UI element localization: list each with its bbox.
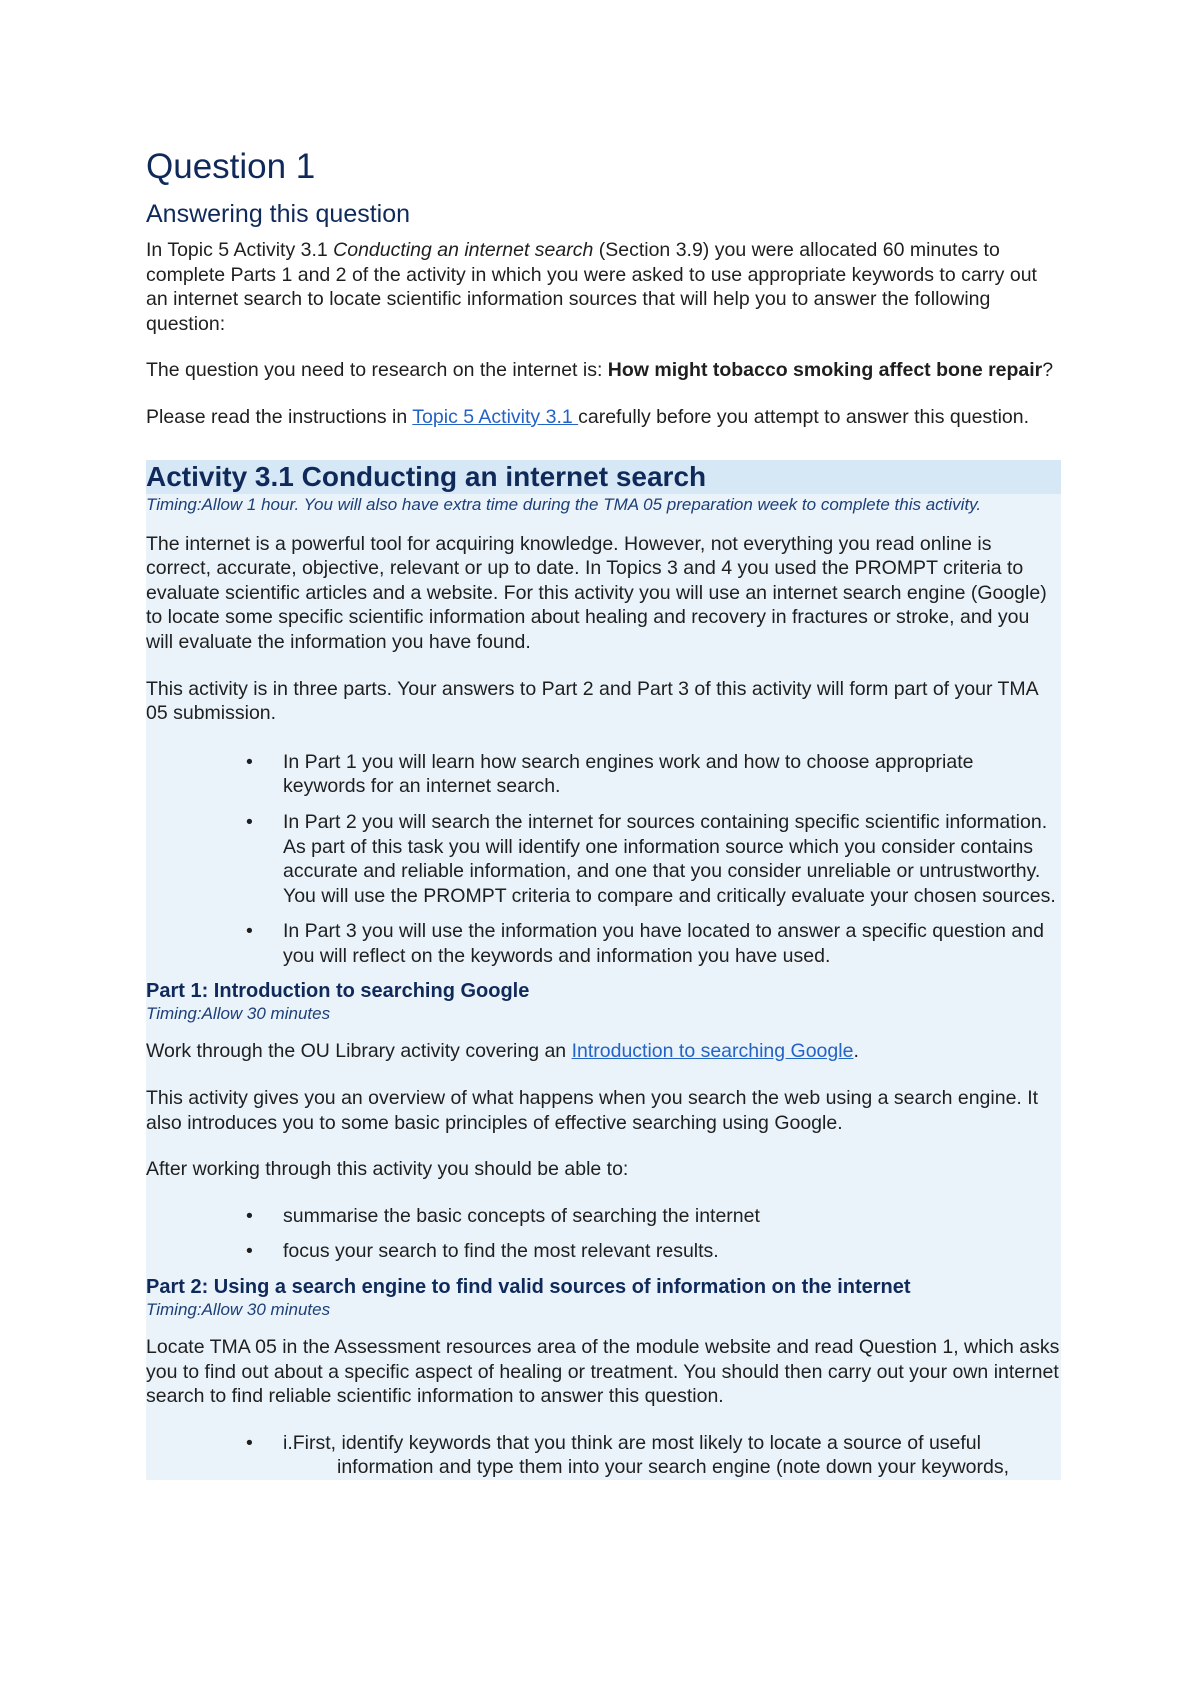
part1-paragraph: This activity gives you an overview of what happens when you search the web using a search engine. It also introduces you to some basic principles of effective searching using Google. xyxy=(146,1087,1039,1134)
part2-title: Part 2: Using a search engine to find valid sources of information on the internet xyxy=(146,1276,911,1299)
activity-paragraph-1: The internet is a powerful tool for acquiring knowledge. However, not everything you read online is correct, accurate, objective, relevant or up to date. In Topics 3 and 4 you used the PROMPT criteria to evaluate scientific articles and a website. For this activity you will use an internet search engine (Google) to locate some specific scientific information about healing and recovery in fractures or stroke, and you will evaluate the information you have found. xyxy=(146,532,1047,653)
activity-paragraph-2: This activity is in three parts. Your answers to Part 2 and Part 3 of this activity will form part of your TMA 05 submission. xyxy=(146,677,1038,725)
part2-paragraph: Locate TMA 05 in the Assessment resources area of the module website and read Question 1, which asks you to find out about a specific aspect of healing or treatment. You should then carry out your own internet search to find reliable scientific information to answer this question. xyxy=(146,1336,1060,1408)
outcomes-list xyxy=(146,1204,1061,1264)
question-subtitle: Answering this question xyxy=(146,200,411,228)
part1-after: After working through this activity you should be able to: xyxy=(146,1158,629,1181)
instructions-paragraph: Please read the instructions in Topic 5 Activity 3.1 carefully before you attempt to answer this question. xyxy=(146,405,1030,428)
part1-work-paragraph: Work through the OU Library activity covering an Introduction to searching Google. xyxy=(146,1040,859,1063)
bullet-icon: • xyxy=(246,750,253,773)
list-item: • summarise the basic concepts of searching the internet xyxy=(246,1204,760,1227)
list-item: • In Part 3 you will use the information you have located to answer a specific question and you will reflect on the keywords and information you have used. xyxy=(246,920,1044,967)
bullet-icon: • xyxy=(246,1240,253,1263)
part1-title: Part 1: Introduction to searching Google xyxy=(146,980,530,1003)
bullet-icon: • xyxy=(246,1431,253,1454)
parts-list xyxy=(146,750,1061,969)
activity-title: Activity 3.1 Conducting an internet search xyxy=(146,460,1061,494)
steps-list xyxy=(146,1431,1061,1480)
list-item: • focus your search to find the most relevant results. xyxy=(246,1240,719,1263)
list-item: • In Part 2 you will search the internet for sources containing specific scientific information. As part of this task you will identify one information source which you consider contains accurate and reliable information, and one that you consider unreliable or untrustworthy. You will use the PROMPT criteria to compare and critically evaluate your chosen sources. xyxy=(246,810,1056,907)
activity-timing: Timing:Allow 1 hour. You will also have extra time during the TMA 05 preparation week to complete this activity. xyxy=(146,494,982,514)
list-item: • i.First, identify keywords that you think are most likely to locate a source of useful information and type them into your search engine (note down your keywords, xyxy=(246,1431,1010,1479)
intro-paragraph: In Topic 5 Activity 3.1 Conducting an internet search (Section 3.9) you were allocated 60 minutes to complete Parts 1 and 2 of the activity in which you were asked to use appropriate keywords to carry out an internet search to locate scientific information sources that will help you to answer the following question: xyxy=(146,239,1037,335)
question-title: Question 1 xyxy=(146,147,316,186)
topic-activity-link[interactable]: Topic 5 Activity 3.1 xyxy=(412,405,579,428)
research-question: The question you need to research on the internet is: How might tobacco smoking affect bone repair? xyxy=(146,359,1054,382)
bullet-icon: • xyxy=(246,1204,253,1227)
research-question-bold: How might tobacco smoking affect bone repair xyxy=(607,359,1043,382)
activity-box xyxy=(146,460,1061,1480)
list-item: • In Part 1 you will learn how search engines work and how to choose appropriate keywords for an internet search. xyxy=(246,750,974,798)
part2-timing: Timing:Allow 30 minutes xyxy=(146,1300,331,1320)
document-page xyxy=(146,146,1061,1480)
bullet-icon: • xyxy=(246,810,253,833)
part1-timing: Timing:Allow 30 minutes xyxy=(146,1004,331,1024)
searching-google-link[interactable]: Introduction to searching Google xyxy=(571,1040,854,1063)
bullet-icon: • xyxy=(246,920,253,943)
